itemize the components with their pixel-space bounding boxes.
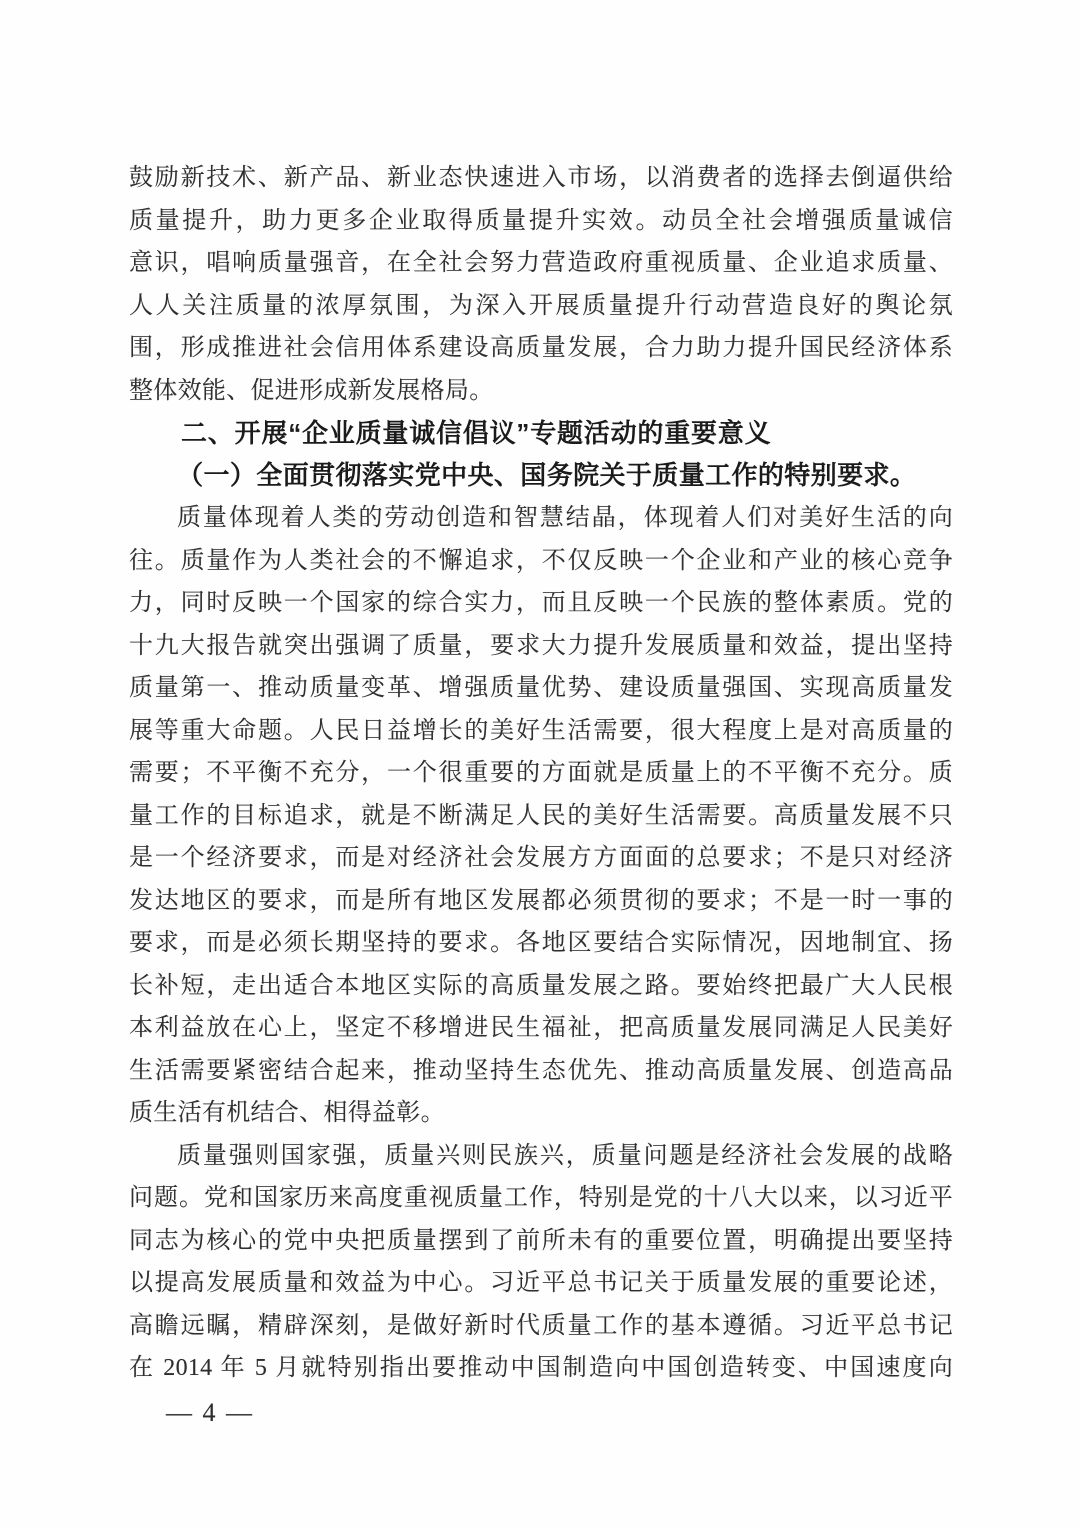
text-line: 十九大报告就突出强调了质量，要求大力提升发展质量和效益，提出坚持 [129, 632, 953, 659]
text-line: 质量提升，助力更多企业取得质量提升实效。动员全社会增强质量诚信 [129, 207, 953, 234]
text-line: 展等重大命题。人民日益增长的美好生活需要，很大程度上是对高质量的 [129, 717, 953, 744]
text-line: 同志为核心的党中央把质量摆到了前所未有的重要位置，明确提出要坚持 [129, 1227, 953, 1254]
text-line: 往。质量作为人类社会的不懈追求，不仅反映一个企业和产业的核心竞争 [129, 547, 953, 574]
text-line: 发达地区的要求，而是所有地区发展都必须贯彻的要求；不是一时一事的 [129, 887, 953, 914]
section-heading: 二、开展“企业质量诚信倡议”专题活动的重要意义 [181, 418, 772, 448]
text-line: 质量强则国家强，质量兴则民族兴，质量问题是经济社会发展的战略 [177, 1142, 953, 1169]
text-line: 整体效能、促进形成新发展格局。 [129, 377, 494, 404]
text-line: 人人关注质量的浓厚氛围，为深入开展质量提升行动营造良好的舆论氛 [129, 292, 953, 319]
page-number: — 4 — [166, 1398, 254, 1427]
subsection-heading: （一）全面贯彻落实党中央、国务院关于质量工作的特别要求。 [177, 460, 917, 490]
text-line: 在 2014 年 5 月就特别指出要推动中国制造向中国创造转变、中国速度向 [129, 1355, 953, 1381]
text-line: 是一个经济要求，而是对经济社会发展方方面面的总要求；不是只对经济 [129, 845, 953, 871]
text-line: 要求，而是必须长期坚持的要求。各地区要结合实际情况，因地制宜、扬 [129, 930, 953, 956]
text-line: 量工作的目标追求，就是不断满足人民的美好生活需要。高质量发展不只 [129, 802, 953, 829]
text-line: 问题。党和国家历来高度重视质量工作，特别是党的十八大以来，以习近平 [129, 1185, 953, 1211]
text-line: 鼓励新技术、新产品、新业态快速进入市场，以消费者的选择去倒逼供给 [129, 165, 953, 191]
text-line: 力，同时反映一个国家的综合实力，而且反映一个民族的整体素质。党的 [129, 590, 953, 616]
text-line: 质量第一、推动质量变革、增强质量优势、建设质量强国、实现高质量发 [129, 675, 953, 701]
text-line: 需要；不平衡不充分，一个很重要的方面就是质量上的不平衡不充分。质 [129, 760, 953, 786]
text-column [129, 157, 953, 1390]
text-line: 质量体现着人类的劳动创造和智慧结晶，体现着人们对美好生活的向 [177, 505, 953, 531]
text-line: 围，形成推进社会信用体系建设高质量发展，合力助力提升国民经济体系 [129, 335, 953, 361]
text-line: 以提高发展质量和效益为中心。习近平总书记关于质量发展的重要论述， [129, 1270, 953, 1296]
text-line: 生活需要紧密结合起来，推动坚持生态优先、推动高质量发展、创造高品 [129, 1057, 953, 1084]
text-line: 长补短，走出适合本地区实际的高质量发展之路。要始终把最广大人民根 [129, 972, 953, 999]
text-line: 意识，唱响质量强音，在全社会努力营造政府重视质量、企业追求质量、 [129, 250, 953, 276]
text-line: 高瞻远瞩，精辟深刻，是做好新时代质量工作的基本遵循。习近平总书记 [129, 1312, 953, 1339]
text-line: 质生活有机结合、相得益彰。 [129, 1100, 445, 1126]
text-line: 本利益放在心上，坚定不移增进民生福祉，把高质量发展同满足人民美好 [129, 1015, 953, 1041]
